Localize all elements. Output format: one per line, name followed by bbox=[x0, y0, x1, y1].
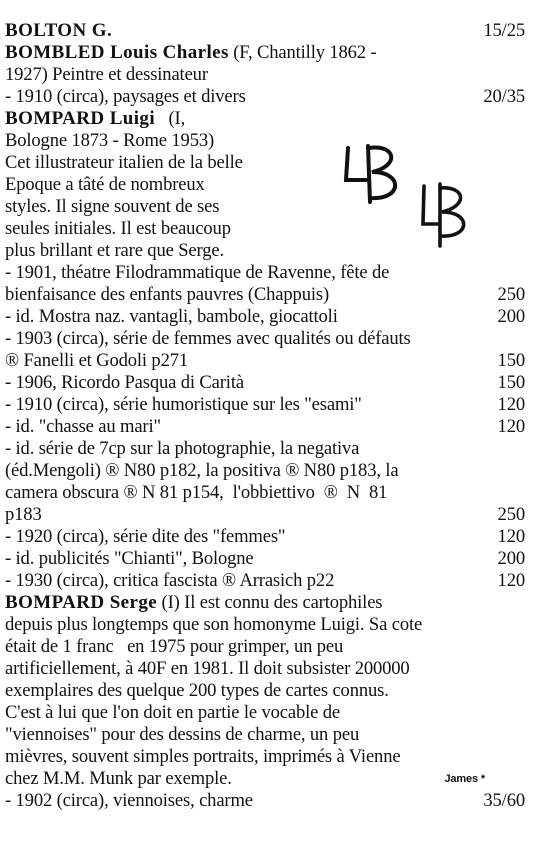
price: 120 bbox=[497, 526, 525, 547]
entry-body: (I, bbox=[155, 108, 186, 129]
entry-line bbox=[5, 20, 525, 42]
entry-body: - 1906, Ricordo Pasqua di Carità bbox=[5, 372, 244, 393]
entry-text bbox=[5, 196, 219, 218]
monogram-signature-1 bbox=[338, 140, 408, 210]
entry-text bbox=[5, 394, 362, 416]
entry-text bbox=[5, 636, 343, 658]
entry-text bbox=[5, 218, 231, 240]
entry-line bbox=[5, 636, 525, 658]
price: 35/60 bbox=[483, 790, 525, 811]
entry-line bbox=[5, 790, 525, 812]
entry-line bbox=[5, 548, 525, 570]
entry-text bbox=[5, 20, 112, 42]
entry-body: (éd.Mengoli) ® N80 p182, la positiva ® N80 p183, la bbox=[5, 460, 399, 481]
entry-body: "viennoises" pour des dessins de charme, un peu bbox=[5, 724, 360, 745]
entry-line bbox=[5, 262, 525, 284]
entry-body: exemplaires des quelque 200 types de cartes connus. bbox=[5, 680, 389, 701]
entry-body: Epoque a tâté de nombreux bbox=[5, 174, 205, 195]
entry-text bbox=[5, 372, 244, 394]
monogram-signature-2 bbox=[418, 180, 478, 250]
entry-body: artificiellement, à 40F en 1981. Il doit subsister 200000 bbox=[5, 658, 410, 679]
entry-text bbox=[5, 262, 389, 284]
entry-body: chez M.M. Munk par exemple. bbox=[5, 768, 232, 789]
entry-line bbox=[5, 218, 300, 240]
entry-text bbox=[5, 746, 400, 768]
entry-body: - 1901, théatre Filodrammatique de Ravenne, fête de bbox=[5, 262, 390, 283]
entry-body: p183 bbox=[5, 504, 42, 525]
entry-line bbox=[5, 702, 525, 724]
entry-line bbox=[5, 174, 300, 196]
entry-body: mièvres, souvent simples portraits, imprimés à Vienne bbox=[5, 746, 401, 767]
entry-line bbox=[5, 570, 525, 592]
entry-body: styles. Il signe souvent de ses bbox=[5, 196, 220, 217]
price: 20/35 bbox=[483, 86, 525, 107]
entry-line bbox=[5, 108, 300, 130]
entry-body: - id. Mostra naz. vantagli, bambole, giocattoli bbox=[5, 306, 338, 327]
entry-line bbox=[5, 394, 525, 416]
entry-text bbox=[5, 768, 232, 790]
entry-text bbox=[5, 548, 254, 570]
entry-line bbox=[5, 86, 525, 108]
entry-text bbox=[5, 42, 377, 64]
price: 120 bbox=[497, 394, 525, 415]
entry-text bbox=[5, 240, 224, 262]
entry-text bbox=[5, 570, 334, 592]
entry-body: - 1903 (circa), série de femmes avec qualités ou défauts bbox=[5, 328, 411, 349]
entry-text bbox=[5, 174, 205, 196]
entry-line bbox=[5, 152, 300, 174]
price: 250 bbox=[497, 284, 525, 305]
entry-text bbox=[5, 86, 246, 108]
entry-line bbox=[5, 306, 525, 328]
entry-line bbox=[5, 130, 300, 152]
entry-line bbox=[5, 658, 525, 680]
entry-text bbox=[5, 614, 422, 636]
entry-text bbox=[5, 504, 42, 526]
price: 200 bbox=[497, 306, 525, 327]
entry-text bbox=[5, 306, 338, 328]
entry-body: ® Fanelli et Godoli p271 bbox=[5, 350, 189, 371]
entry-line bbox=[5, 680, 525, 702]
artist-name: BOMPARD Serge bbox=[5, 592, 158, 613]
entry-body: (F, Chantilly 1862 - bbox=[228, 42, 377, 63]
price: 150 bbox=[497, 350, 525, 371]
entry-line bbox=[5, 64, 525, 86]
entry-text bbox=[5, 680, 389, 702]
price: 15/25 bbox=[483, 20, 525, 41]
entry-body: depuis plus longtemps que son homonyme Luigi. Sa cote bbox=[5, 614, 423, 635]
signature-label: James * bbox=[444, 773, 485, 785]
entry-text bbox=[5, 284, 329, 306]
entry-line bbox=[5, 372, 525, 394]
entry-body: seules initiales. Il est beaucoup bbox=[5, 218, 231, 239]
entry-line bbox=[5, 42, 525, 64]
artist-name: BOLTON G. bbox=[5, 20, 113, 41]
entry-line bbox=[5, 284, 525, 306]
entry-body: camera obscura ® N 81 p154, l'obbiettivo ® N 81 bbox=[5, 482, 388, 503]
entry-line bbox=[5, 328, 525, 350]
artist-name: BOMBLED Louis Charles bbox=[5, 42, 229, 63]
entry-line bbox=[5, 724, 525, 746]
entry-body: Cet illustrateur italien de la belle bbox=[5, 152, 243, 173]
entry-text bbox=[5, 64, 208, 86]
entry-line bbox=[5, 526, 525, 548]
entry-body: (I) Il est connu des cartophiles bbox=[157, 592, 383, 613]
entry-text bbox=[5, 702, 340, 724]
price: 150 bbox=[497, 372, 525, 393]
entry-text bbox=[5, 592, 382, 614]
entry-body: était de 1 franc en 1975 pour grimper, un peu bbox=[5, 636, 344, 657]
entry-line bbox=[5, 592, 525, 614]
entry-text bbox=[5, 658, 410, 680]
entry-line bbox=[5, 416, 525, 438]
entry-line bbox=[5, 460, 525, 482]
entry-line bbox=[5, 614, 525, 636]
entry-text bbox=[5, 108, 185, 130]
entry-body: - 1902 (circa), viennoises, charme bbox=[5, 790, 253, 811]
entry-line bbox=[5, 768, 525, 790]
entry-body: plus brillant et rare que Serge. bbox=[5, 240, 224, 261]
entry-text bbox=[5, 790, 253, 812]
entry-text bbox=[5, 152, 243, 174]
entry-body: 1927) Peintre et dessinateur bbox=[5, 64, 208, 85]
entry-line bbox=[5, 504, 525, 526]
entry-body: - id. série de 7cp sur la photographie, la negativa bbox=[5, 438, 360, 459]
entry-text bbox=[5, 526, 285, 548]
entry-text bbox=[5, 350, 188, 372]
entry-text bbox=[5, 328, 411, 350]
entry-line bbox=[5, 482, 525, 504]
price: 120 bbox=[497, 416, 525, 437]
price: 200 bbox=[497, 548, 525, 569]
entry-body: - id. "chasse au mari" bbox=[5, 416, 161, 437]
entry-body: - 1910 (circa), série humoristique sur les "esami" bbox=[5, 394, 362, 415]
entry-text bbox=[5, 482, 387, 504]
artist-name: BOMPARD Luigi bbox=[5, 108, 155, 129]
entry-line bbox=[5, 746, 525, 768]
entry-body: - 1920 (circa), série dite des "femmes" bbox=[5, 526, 286, 547]
price: 120 bbox=[497, 570, 525, 591]
entry-line bbox=[5, 350, 525, 372]
price: 250 bbox=[497, 504, 525, 525]
entry-body: - 1930 (circa), critica fascista ® Arrasich p22 bbox=[5, 570, 335, 591]
entry-body: - 1910 (circa), paysages et divers bbox=[5, 86, 246, 107]
entry-body: - id. publicités "Chianti", Bologne bbox=[5, 548, 254, 569]
entry-text bbox=[5, 724, 359, 746]
entry-body: C'est à lui que l'on doit en partie le vocable de bbox=[5, 702, 340, 723]
entry-line bbox=[5, 438, 525, 460]
entry-text bbox=[5, 416, 161, 438]
entry-body: bienfaisance des enfants pauvres (Chappuis) bbox=[5, 284, 329, 305]
entry-text bbox=[5, 438, 359, 460]
entry-text bbox=[5, 460, 398, 482]
entry-line bbox=[5, 240, 300, 262]
entry-text bbox=[5, 130, 214, 152]
entry-line bbox=[5, 196, 300, 218]
entry-body: Bologne 1873 - Rome 1953) bbox=[5, 130, 215, 151]
